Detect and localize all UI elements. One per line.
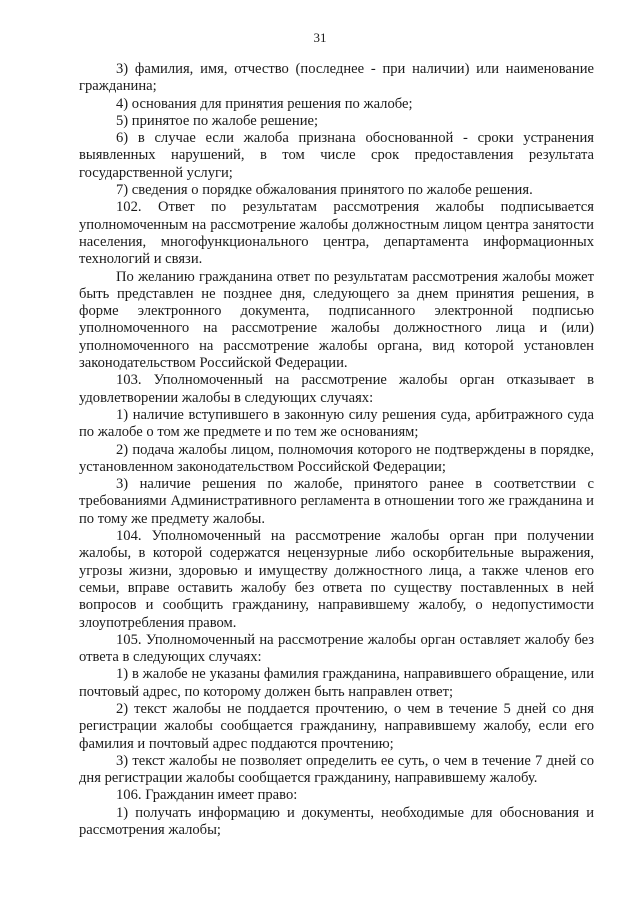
paragraph: 6) в случае если жалоба признана обоснованной - сроки устранения выявленных нарушений, в том числе срок предоставления результата государственной услуги; bbox=[79, 130, 594, 181]
paragraph: 1) получать информацию и документы, необходимые для обоснования и рассмотрения жалобы; bbox=[79, 804, 594, 839]
paragraph: По желанию гражданина ответ по результатам рассмотрения жалобы может быть представлен не позднее дня, следующего за днем принятия решения, в форме электронного документа, подписанного электронной подписью уполномоченного на рассмотрение жалобы должностного лица и (или) уполномоченного на рассмотрение жалобы органа, вид которой установлен законодательством Российской Федерации. bbox=[79, 268, 594, 372]
paragraph: 1) в жалобе не указаны фамилия гражданина, направившего обращение, или почтовый адрес, по которому должен быть направлен ответ; bbox=[79, 666, 594, 700]
paragraph: 103. Уполномоченный на рассмотрение жалобы орган отказывает в удовлетворении жалобы в следующих случаях: bbox=[79, 372, 594, 406]
paragraph: 3) наличие решения по жалобе, принятого ранее в соответствии с требованиями Административного регламента в отношении того же гражданина и по тому же предмету жалобы. bbox=[79, 476, 594, 527]
paragraph: 2) подача жалобы лицом, полномочия которого не подтверждены в порядке, установленном законодательством Российской Федерации; bbox=[79, 441, 594, 475]
page-number: 31 bbox=[313, 30, 327, 45]
paragraph: 104. Уполномоченный на рассмотрение жалобы орган при получении жалобы, в которой содержатся нецензурные либо оскорбительные выражения, угрозы жизни, здоровью и имуществу должностного лица, а также членов его семьи, вправе оставить жалобу без ответа по существу поставленных в ней вопросов и сообщить гражданину, направившему жалобу, о недопустимости злоупотребления правом. bbox=[79, 528, 594, 631]
paragraph: 7) сведения о порядке обжалования принятого по жалобе решения. bbox=[116, 182, 533, 199]
paragraph: 5) принятое по жалобе решение; bbox=[116, 112, 319, 129]
paragraph: 105. Уполномоченный на рассмотрение жалобы орган оставляет жалобу без ответа в следующих случаях: bbox=[79, 631, 594, 666]
paragraph: 102. Ответ по результатам рассмотрения жалобы подписывается уполномоченным на рассмотрение жалобы должностным лицом центра занятости населения, многофункционального центра, департамента информационных технологий и связи. bbox=[79, 199, 594, 268]
paragraph: 3) фамилия, имя, отчество (последнее - при наличии) или наименование гражданина; bbox=[79, 61, 594, 95]
paragraph: 106. Гражданин имеет право: bbox=[116, 787, 298, 804]
paragraph: 1) наличие вступившего в законную силу решения суда, арбитражного суда по жалобе о том же предмете и по тем же основаниям; bbox=[79, 406, 594, 441]
paragraph: 4) основания для принятия решения по жалобе; bbox=[116, 95, 413, 112]
document-body bbox=[79, 61, 594, 839]
paragraph: 3) текст жалобы не позволяет определить ее суть, о чем в течение 7 дней со дня регистрации жалобы сообщается гражданину, направившему жалобу. bbox=[79, 752, 594, 787]
paragraph: 2) текст жалобы не поддается прочтению, о чем в течение 5 дней со дня регистрации жалобы сообщается гражданину, направившему жалобу, если его фамилия и почтовый адрес поддаются прочтению; bbox=[79, 700, 594, 752]
